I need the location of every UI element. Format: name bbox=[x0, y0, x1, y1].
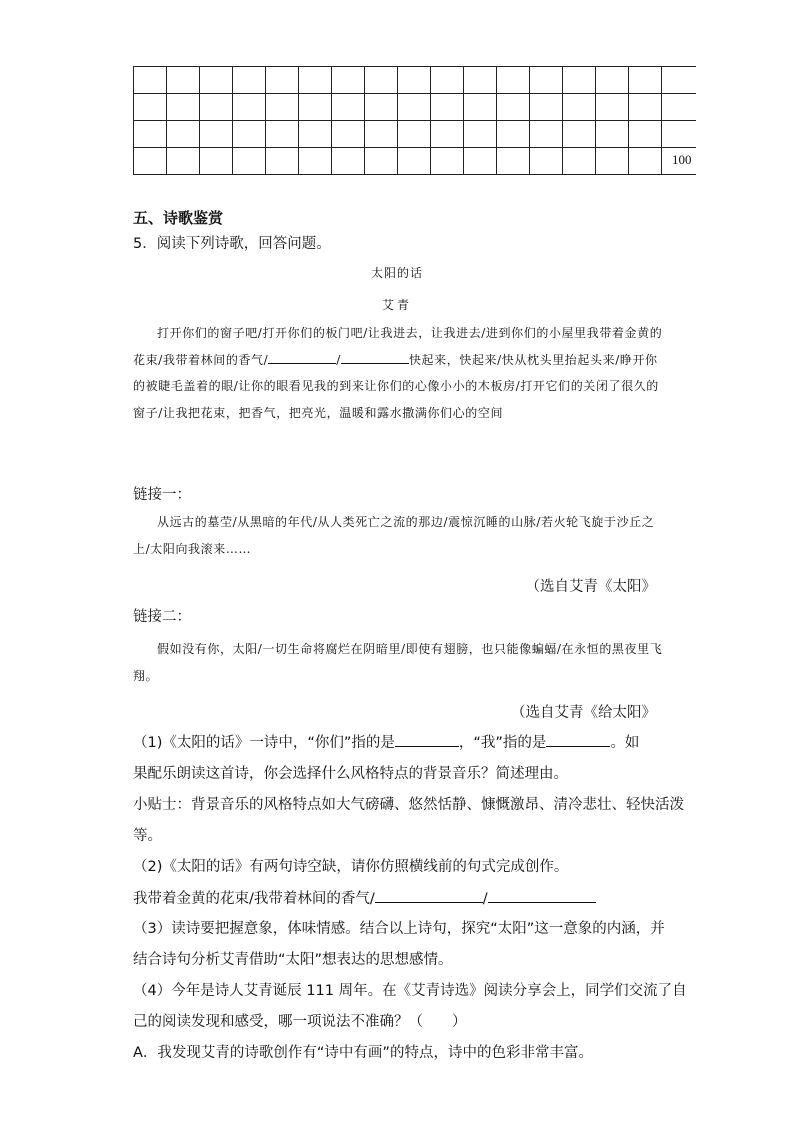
poem-separator: / bbox=[336, 352, 341, 367]
grid-cell bbox=[431, 121, 464, 148]
q4-option-a[interactable]: A．我发现艾青的诗歌创作有“诗中有画”的特点，诗中的色彩非常丰富。 bbox=[133, 1045, 593, 1061]
grid-cell bbox=[629, 67, 662, 94]
poem-text-part2: 快起来，快起来/快从枕头里抬起头来/睁开你的被睫毛盖着的眼/让你的眼看见我的到来让你们的心像小小的木板房/打开它们的关闭了很久的窗子/让我把花束，把香气，把亮光，温暖和露水撒满你们心的空间 bbox=[133, 352, 659, 420]
question-1 bbox=[133, 732, 639, 753]
grid-cell bbox=[464, 67, 497, 94]
link2-text: 假如没有你，太阳/一切生命将腐烂在阴暗里/即使有翅膀，也只能像蝙蝠/在永恒的黑夜里飞翔。 bbox=[133, 642, 663, 683]
grid-cell bbox=[365, 148, 398, 175]
grid-cell bbox=[563, 121, 596, 148]
grid-cell bbox=[332, 121, 365, 148]
grid-row bbox=[134, 121, 696, 148]
q3-line2: 结合诗句分析艾青借助“太阳”想表达的思想感情。 bbox=[133, 952, 453, 968]
grid-cell bbox=[464, 148, 497, 175]
grid-cell bbox=[662, 67, 696, 94]
grid-cell bbox=[200, 67, 233, 94]
grid-cell bbox=[563, 148, 596, 175]
grid-cell bbox=[497, 148, 530, 175]
grid-cell bbox=[299, 94, 332, 121]
grid-cell bbox=[596, 121, 629, 148]
grid-cell bbox=[596, 67, 629, 94]
grid-cell bbox=[629, 148, 662, 175]
grid-cell bbox=[563, 67, 596, 94]
grid-cell bbox=[398, 121, 431, 148]
grid-row bbox=[134, 94, 696, 121]
poem-text-part1: 打开你们的窗子吧/打开你们的板门吧/让我进去，让我进去/进到你们的小屋里我带着金黄的花束/我带着林间的香气/ bbox=[133, 326, 663, 367]
grid-cell bbox=[134, 121, 167, 148]
grid-cell bbox=[266, 121, 299, 148]
q2-prefix: 我带着金黄的花束/我带着林间的香气/ bbox=[133, 891, 375, 907]
poem-title: 太阳的话 bbox=[370, 266, 423, 280]
grid-cell bbox=[167, 148, 200, 175]
grid-cell bbox=[431, 67, 464, 94]
grid-cell bbox=[365, 94, 398, 121]
grid-cell bbox=[398, 67, 431, 94]
grid-cell bbox=[200, 94, 233, 121]
grid-cell bbox=[398, 94, 431, 121]
grid-cell bbox=[200, 148, 233, 175]
grid-cell bbox=[365, 67, 398, 94]
grid-cell bbox=[596, 94, 629, 121]
grid-cell bbox=[200, 121, 233, 148]
grid-cell bbox=[497, 67, 530, 94]
q1-text-c: 。如 bbox=[610, 735, 640, 751]
poem-body bbox=[133, 320, 663, 426]
grid-word-count: 100 bbox=[672, 152, 692, 167]
grid-cell bbox=[629, 121, 662, 148]
grid-cell bbox=[332, 148, 365, 175]
grid-cell bbox=[530, 121, 563, 148]
q4-line2: 己的阅读发现和感受，哪一项说法不准确？（ ） bbox=[133, 1014, 467, 1030]
grid-cell bbox=[167, 121, 200, 148]
poem-blank-2 bbox=[341, 351, 409, 364]
q1-line2: 果配乐朗读这首诗，你会选择什么风格特点的背景音乐？简述理由。 bbox=[133, 766, 568, 782]
grid-cell bbox=[233, 67, 266, 94]
q1-answer-blank-1[interactable] bbox=[395, 732, 459, 747]
grid-cell bbox=[398, 148, 431, 175]
grid-cell bbox=[497, 121, 530, 148]
grid-cell bbox=[629, 94, 662, 121]
grid-cell bbox=[530, 67, 563, 94]
writing-grid bbox=[133, 66, 696, 175]
grid-cell bbox=[431, 148, 464, 175]
link1-label: 链接一： bbox=[133, 487, 191, 503]
grid-cell bbox=[530, 148, 563, 175]
q1-tip-line1: 小贴士：背景音乐的风格特点如大气磅礴、悠然恬静、慷慨激昂、清冷悲壮、轻快活泼 bbox=[133, 797, 684, 813]
grid-cell bbox=[332, 94, 365, 121]
grid-cell bbox=[266, 94, 299, 121]
grid-cell bbox=[662, 121, 696, 148]
grid-row bbox=[134, 67, 696, 94]
q2-separator: / bbox=[482, 891, 488, 907]
link1-source: （选自艾青《太阳》 bbox=[525, 579, 656, 595]
grid-cell bbox=[497, 94, 530, 121]
q1-text-b: ，“我”指的是 bbox=[458, 735, 547, 751]
q2-answer-blank-1[interactable] bbox=[375, 888, 483, 903]
grid-cell bbox=[299, 121, 332, 148]
grid-cell bbox=[167, 94, 200, 121]
question-2: （2)《太阳的话》有两句诗空缺，请你仿照横线前的句式完成创作。 bbox=[133, 859, 569, 875]
grid-row bbox=[134, 148, 696, 175]
link2-source: （选自艾青《给太阳》 bbox=[511, 705, 656, 721]
question-3: （3）读诗要把握意象，体味情感。结合以上诗句，探究“太阳”这一意象的内涵，并 bbox=[133, 921, 665, 937]
grid-cell bbox=[662, 94, 696, 121]
grid-cell bbox=[134, 94, 167, 121]
link1-body bbox=[133, 509, 663, 562]
poem-blank-1 bbox=[268, 351, 336, 364]
grid-cell bbox=[134, 67, 167, 94]
grid-cell bbox=[332, 67, 365, 94]
grid-cell bbox=[134, 148, 167, 175]
grid-cell bbox=[233, 148, 266, 175]
grid-cell bbox=[596, 148, 629, 175]
grid-cell bbox=[464, 121, 497, 148]
q1-text-a: （1)《太阳的话》一诗中，“你们”指的是 bbox=[133, 735, 395, 751]
grid-cell bbox=[233, 121, 266, 148]
q2-answer-blank-2[interactable] bbox=[488, 888, 596, 903]
grid-cell bbox=[167, 67, 200, 94]
grid-cell bbox=[464, 94, 497, 121]
grid-cell bbox=[299, 67, 332, 94]
question-intro: 5．阅读下列诗歌，回答问题。 bbox=[133, 236, 331, 252]
grid-cell bbox=[266, 148, 299, 175]
grid-cell bbox=[299, 148, 332, 175]
section-title: 五、诗歌鉴赏 bbox=[133, 209, 224, 227]
link2-label: 链接二： bbox=[133, 609, 191, 625]
grid-cell bbox=[431, 94, 464, 121]
q1-answer-blank-2[interactable] bbox=[546, 732, 610, 747]
grid-cell bbox=[563, 94, 596, 121]
grid-cell bbox=[365, 121, 398, 148]
grid-cell bbox=[266, 67, 299, 94]
q2-answer-line bbox=[133, 888, 596, 909]
link1-text: 从远古的墓茔/从黑暗的年代/从人类死亡之流的那边/震惊沉睡的山脉/若火轮飞旋于沙丘之上/太阳向我滚来…… bbox=[133, 515, 655, 556]
grid-cell bbox=[530, 94, 563, 121]
poem-author: 艾青 bbox=[381, 298, 412, 312]
q1-tip-line2: 等。 bbox=[133, 828, 162, 844]
link2-body bbox=[133, 636, 663, 689]
grid-cell bbox=[233, 94, 266, 121]
question-4: （4）今年是诗人艾青诞辰 111 周年。在《艾青诗选》阅读分享会上，同学们交流了自 bbox=[133, 983, 687, 999]
